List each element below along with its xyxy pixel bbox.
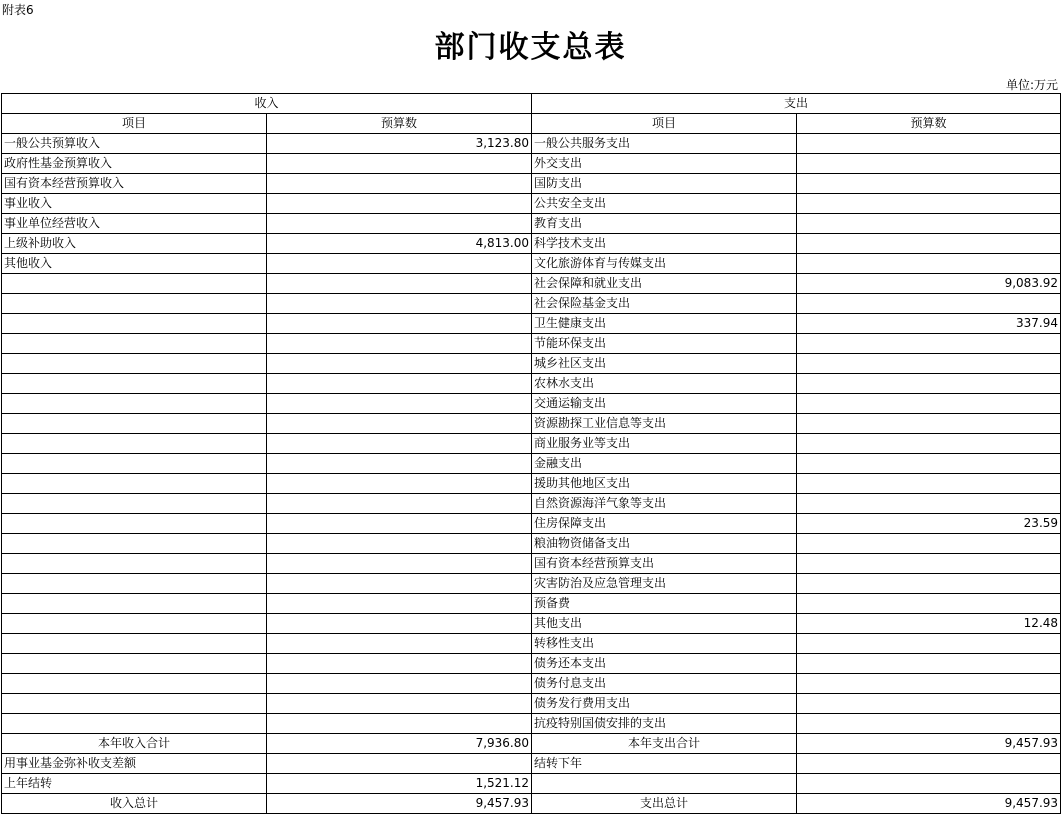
income-amount-cell [267, 534, 532, 554]
expense-item-cell: 教育支出 [532, 214, 797, 234]
expense-amount-cell [797, 634, 1061, 654]
income-item-cell [2, 574, 267, 594]
table-row [2, 454, 1061, 474]
expense-item-cell: 债务还本支出 [532, 654, 797, 674]
expense-amount-cell [797, 354, 1061, 374]
income-item-cell: 事业单位经营收入 [2, 214, 267, 234]
expense-amount-cell: 9,083.92 [797, 274, 1061, 294]
expense-item-cell: 社会保障和就业支出 [532, 274, 797, 294]
income-item-cell [2, 374, 267, 394]
expense-header: 支出 [532, 94, 1061, 114]
income-amount-cell [267, 614, 532, 634]
table-row [2, 694, 1061, 714]
income-item-cell: 政府性基金预算收入 [2, 154, 267, 174]
expense-item-cell: 住房保障支出 [532, 514, 797, 534]
income-amount-cell [267, 454, 532, 474]
income-item-cell [2, 614, 267, 634]
income-item-cell [2, 594, 267, 614]
expense-budget-header: 预算数 [797, 114, 1061, 134]
expense-amount-cell [797, 534, 1061, 554]
income-item-cell: 用事业基金弥补收支差额 [2, 754, 267, 774]
expense-item-cell: 卫生健康支出 [532, 314, 797, 334]
expense-item-cell: 交通运输支出 [532, 394, 797, 414]
table-row [2, 494, 1061, 514]
table-row [2, 654, 1061, 674]
income-item-cell [2, 334, 267, 354]
income-item-cell [2, 714, 267, 734]
expense-item-cell: 自然资源海洋气象等支出 [532, 494, 797, 514]
expense-item-cell: 农林水支出 [532, 374, 797, 394]
income-item-cell: 收入总计 [2, 794, 267, 814]
income-amount-cell [267, 214, 532, 234]
income-item-cell [2, 314, 267, 334]
income-amount-cell [267, 594, 532, 614]
income-amount-cell [267, 634, 532, 654]
expense-item-cell: 国防支出 [532, 174, 797, 194]
income-item-cell [2, 654, 267, 674]
income-amount-cell: 7,936.80 [267, 734, 532, 754]
table-row [2, 194, 1061, 214]
income-budget-header: 预算数 [267, 114, 532, 134]
income-amount-cell [267, 674, 532, 694]
expense-amount-cell [797, 394, 1061, 414]
income-amount-cell: 9,457.93 [267, 794, 532, 814]
expense-item-header: 项目 [532, 114, 797, 134]
table-row [2, 294, 1061, 314]
income-item-cell: 国有资本经营预算收入 [2, 174, 267, 194]
expense-item-cell: 一般公共服务支出 [532, 134, 797, 154]
income-amount-cell [267, 494, 532, 514]
summary-row [2, 774, 1061, 794]
income-amount-cell [267, 394, 532, 414]
table-row [2, 474, 1061, 494]
attachment-label: 附表6 [2, 3, 34, 17]
expense-amount-cell [797, 194, 1061, 214]
income-item-cell [2, 354, 267, 374]
income-amount-cell [267, 754, 532, 774]
table-row [2, 634, 1061, 654]
table-subheader-row [2, 114, 1061, 134]
expense-item-cell: 支出总计 [532, 794, 797, 814]
table-row [2, 674, 1061, 694]
income-amount-cell [267, 654, 532, 674]
income-item-header: 项目 [2, 114, 267, 134]
budget-table-body [2, 94, 1061, 814]
expense-amount-cell [797, 674, 1061, 694]
income-amount-cell [267, 174, 532, 194]
income-item-cell [2, 414, 267, 434]
income-amount-cell [267, 374, 532, 394]
expense-amount-cell: 12.48 [797, 614, 1061, 634]
income-item-cell: 事业收入 [2, 194, 267, 214]
table-header-row [2, 94, 1061, 114]
table-row [2, 254, 1061, 274]
income-amount-cell [267, 474, 532, 494]
expense-amount-cell [797, 554, 1061, 574]
income-amount-cell [267, 414, 532, 434]
income-item-cell: 上年结转 [2, 774, 267, 794]
income-item-cell [2, 634, 267, 654]
table-row [2, 274, 1061, 294]
table-row [2, 574, 1061, 594]
expense-amount-cell [797, 334, 1061, 354]
expense-amount-cell [797, 134, 1061, 154]
expense-amount-cell [797, 574, 1061, 594]
income-amount-cell [267, 354, 532, 374]
expense-amount-cell [797, 474, 1061, 494]
income-amount-cell [267, 154, 532, 174]
table-row [2, 234, 1061, 254]
expense-amount-cell [797, 434, 1061, 454]
expense-amount-cell [797, 654, 1061, 674]
income-item-cell [2, 694, 267, 714]
table-row [2, 594, 1061, 614]
income-header: 收入 [2, 94, 532, 114]
table-row [2, 434, 1061, 454]
income-item-cell [2, 554, 267, 574]
expense-amount-cell [797, 774, 1061, 794]
income-amount-cell [267, 274, 532, 294]
income-amount-cell [267, 194, 532, 214]
table-row [2, 514, 1061, 534]
income-item-cell: 本年收入合计 [2, 734, 267, 754]
expense-amount-cell [797, 714, 1061, 734]
income-item-cell [2, 454, 267, 474]
expense-item-cell: 其他支出 [532, 614, 797, 634]
table-row [2, 354, 1061, 374]
table-row [2, 374, 1061, 394]
expense-item-cell: 国有资本经营预算支出 [532, 554, 797, 574]
expense-item-cell: 公共安全支出 [532, 194, 797, 214]
income-amount-cell [267, 694, 532, 714]
income-amount-cell [267, 514, 532, 534]
expense-amount-cell [797, 414, 1061, 434]
expense-item-cell: 债务付息支出 [532, 674, 797, 694]
unit-label: 单位:万元 [1005, 78, 1058, 92]
income-item-cell: 上级补助收入 [2, 234, 267, 254]
summary-row [2, 754, 1061, 774]
expense-item-cell: 外交支出 [532, 154, 797, 174]
expense-amount-cell: 9,457.93 [797, 734, 1061, 754]
summary-row [2, 794, 1061, 814]
income-item-cell [2, 534, 267, 554]
income-item-cell [2, 434, 267, 454]
table-row [2, 614, 1061, 634]
table-row [2, 214, 1061, 234]
expense-item-cell: 灾害防治及应急管理支出 [532, 574, 797, 594]
income-amount-cell [267, 554, 532, 574]
expense-item-cell: 金融支出 [532, 454, 797, 474]
budget-table [1, 93, 1061, 814]
expense-item-cell: 转移性支出 [532, 634, 797, 654]
expense-amount-cell [797, 494, 1061, 514]
table-row [2, 174, 1061, 194]
expense-item-cell: 科学技术支出 [532, 234, 797, 254]
expense-item-cell: 债务发行费用支出 [532, 694, 797, 714]
expense-amount-cell: 9,457.93 [797, 794, 1061, 814]
expense-item-cell: 社会保险基金支出 [532, 294, 797, 314]
income-amount-cell [267, 294, 532, 314]
income-amount-cell [267, 574, 532, 594]
income-item-cell [2, 274, 267, 294]
expense-item-cell: 资源勘探工业信息等支出 [532, 414, 797, 434]
table-row [2, 134, 1061, 154]
income-amount-cell [267, 254, 532, 274]
table-row [2, 534, 1061, 554]
expense-item-cell: 节能环保支出 [532, 334, 797, 354]
expense-amount-cell [797, 594, 1061, 614]
income-amount-cell [267, 334, 532, 354]
income-amount-cell [267, 434, 532, 454]
expense-amount-cell [797, 214, 1061, 234]
income-amount-cell [267, 314, 532, 334]
expense-item-cell: 结转下年 [532, 754, 797, 774]
expense-amount-cell [797, 754, 1061, 774]
expense-item-cell: 预备费 [532, 594, 797, 614]
income-amount-cell: 4,813.00 [267, 234, 532, 254]
expense-amount-cell [797, 154, 1061, 174]
expense-item-cell: 粮油物资储备支出 [532, 534, 797, 554]
income-item-cell [2, 294, 267, 314]
expense-amount-cell [797, 174, 1061, 194]
expense-item-cell: 城乡社区支出 [532, 354, 797, 374]
expense-amount-cell [797, 374, 1061, 394]
expense-amount-cell [797, 254, 1061, 274]
expense-amount-cell: 337.94 [797, 314, 1061, 334]
income-item-cell: 其他收入 [2, 254, 267, 274]
table-row [2, 334, 1061, 354]
income-amount-cell [267, 714, 532, 734]
income-amount-cell: 3,123.80 [267, 134, 532, 154]
table-row [2, 714, 1061, 734]
income-item-cell [2, 394, 267, 414]
expense-item-cell [532, 774, 797, 794]
table-row [2, 314, 1061, 334]
income-item-cell [2, 514, 267, 534]
page-title: 部门收支总表 [434, 30, 627, 65]
expense-amount-cell [797, 694, 1061, 714]
table-row [2, 394, 1061, 414]
expense-item-cell: 援助其他地区支出 [532, 474, 797, 494]
summary-row [2, 734, 1061, 754]
expense-amount-cell [797, 454, 1061, 474]
income-item-cell [2, 474, 267, 494]
expense-amount-cell: 23.59 [797, 514, 1061, 534]
expense-item-cell: 抗疫特别国债安排的支出 [532, 714, 797, 734]
income-item-cell [2, 674, 267, 694]
income-item-cell [2, 494, 267, 514]
expense-item-cell: 商业服务业等支出 [532, 434, 797, 454]
table-row [2, 554, 1061, 574]
income-amount-cell: 1,521.12 [267, 774, 532, 794]
expense-item-cell: 本年支出合计 [532, 734, 797, 754]
table-row [2, 414, 1061, 434]
income-item-cell: 一般公共预算收入 [2, 134, 267, 154]
table-row [2, 154, 1061, 174]
expense-amount-cell [797, 234, 1061, 254]
expense-item-cell: 文化旅游体育与传媒支出 [532, 254, 797, 274]
expense-amount-cell [797, 294, 1061, 314]
